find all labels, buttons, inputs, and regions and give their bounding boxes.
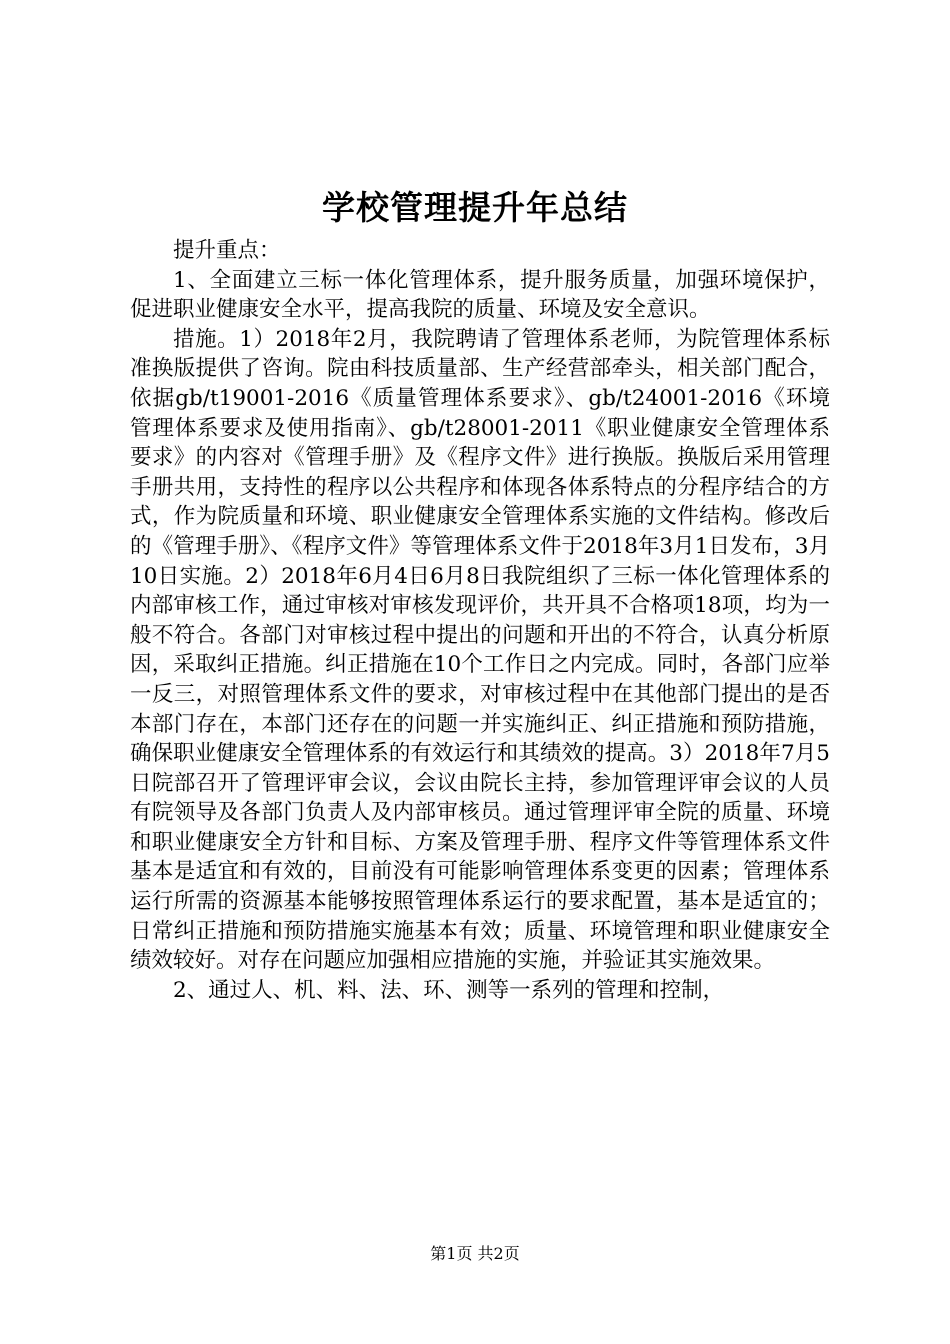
paragraph-focus-heading: 提升重点： <box>173 238 281 263</box>
paragraph-measures: 措施。1）2018年2月，我院聘请了管理体系老师，为院管理体系标准换版提供了咨询。院由科技质量部、生产经营部牵头，相关部门配合，依据gb/t19001-2016《质量管理体系要求》、gb/t24001-2016《环境管理体系要求及使用指南》、gb/t28001-2011《职业健康安全管理体系要求》的内容对《管理手册》及《程序文件》进行换版。换版后采用管理手册共用，支持性的程序以公共程序和体现各体系特点的分程序结合的方式，作为院质量和环境、职业健康安全管理体系实施的文件结构。修改后的《管理手册》、《程序文件》等管理体系文件于2018年3月1日发布，3月10日实施。2）2018年6月4日6月8日我院组织了三标一体化管理体系的内部审核工作，通过审核对审核发现评价，共开具不合格项18项，均为一般不符合。各部门对审核过程中提出的问题和开出的不符合，认真分析原因，采取纠正措施。纠正措施在10个工作日之内完成。同时，各部门应举一反三，对照管理体系文件的要求，对审核过程中在其他部门提出的是否本部门存在，本部门还存在的问题一并实施纠正、纠正措施和预防措施，确保职业健康安全管理体系的有效运行和其绩效的提高。3）2018年7月5日院部召开了管理评审会议，会议由院长主持，参加管理评审会议的人员有院领导及各部门负责人及内部审核员。通过管理评审全院的质量、环境和职业健康安全方针和目标、方案及管理手册、程序文件等管理体系文件基本是适宜和有效的，目前没有可能影响管理体系变更的因素；管理体系运行所需的资源基本能够按照管理体系运行的要求配置，基本是适宜的；日常纠正措施和预防措施实施基本有效；质量、环境管理和职业健康安全绩效较好。对存在问题应加强相应措施的实施，并验证其实施效果。 <box>130 326 830 974</box>
document-title: 学校管理提升年总结 <box>322 188 628 227</box>
page-footer: 第1页 共2页 <box>430 1244 520 1263</box>
paragraph-item-2: 2、通过人、机、料、法、环、测等一系列的管理和控制， <box>173 977 725 1003</box>
document-body <box>130 236 830 1005</box>
paragraph-item-1: 1、全面建立三标一体化管理体系，提升服务质量，加强环境保护，促进职业健康安全水平，提高我院的质量、环境及安全意识。 <box>130 267 830 323</box>
